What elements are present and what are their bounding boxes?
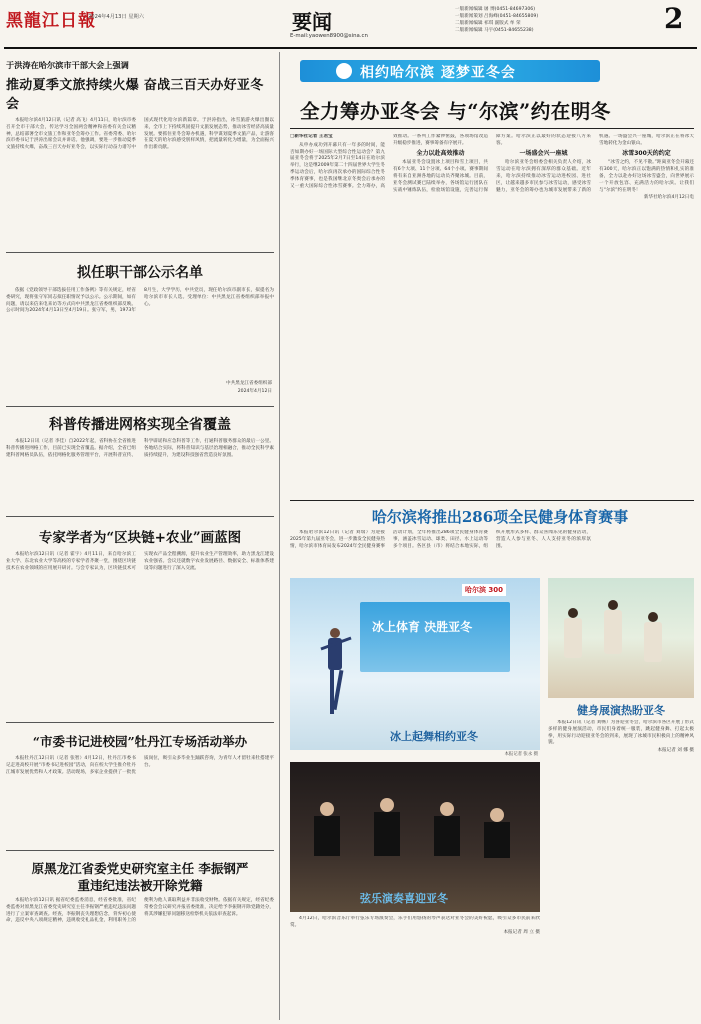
article-fitness-body <box>290 530 694 574</box>
article-discipline <box>6 854 274 1020</box>
article-body <box>6 756 274 842</box>
article-headline: 拟任职干部公示名单 <box>77 265 203 281</box>
banner-icon <box>336 63 352 79</box>
photo-sign: 哈尔滨 300 <box>462 584 506 596</box>
photo-caption: 本报记者 张永 摄 <box>504 752 538 757</box>
article-headline: 专家学者为“区块链+农业”画蓝图 <box>38 530 242 546</box>
divider <box>6 850 274 851</box>
article-body <box>6 552 274 702</box>
article-paragraph: 本报哈尔滨12日讯（记者 刘瑞）为迎接2025年第九届亚冬会，进一步激发全民健身热情，哈尔滨市体育局发布2024年全民健身赛事活动计划，全年将推出286项全民健身体育赛事，涵盖冰雪运动、球类、田径、水上运动等多个项目。各区县（市）将结合本地实际，组织开展形式多样、群众喜闻乐见的健身活动，营造人人参与亚冬、人人支持亚冬的浓厚氛围。 <box>290 530 591 549</box>
article-paragraph: 本报12日讯（记者 李佳）自2022年起，省科协在全省推进科普传播进网格工作，目前已实现全省覆盖。据介绍，全省已组建科普网格员队伍，依托网格化服务管理平台，开展科普宣传、科学辟谣和应急科普等工作，打通科普服务群众的最后一公里。各地结合实际，将科普知识与基层治理相融合，推动全民科学素质持续提升，为建设科技强省营造良好氛围。 <box>6 439 274 458</box>
photo-caption: 本报记者 刘 娜 摄 <box>657 747 694 753</box>
concert-headline: 弦乐演奏喜迎亚冬 <box>360 892 448 905</box>
skater-figure <box>320 628 352 728</box>
photo-concert <box>290 762 540 912</box>
article-headline: 原黑龙江省委党史研究室主任 李振钢严重违纪违法被开除党籍 <box>31 861 249 893</box>
article-subhead: 全力以赴高效推动 <box>416 149 465 157</box>
contact-line: 一版新闻策划 吕海峰(0451-84655809) <box>455 14 539 19</box>
article-main <box>290 134 694 496</box>
photo-skating <box>290 578 540 750</box>
contact-line: 二版新闻编辑 马宇(0451-84655238) <box>455 28 534 33</box>
article-science <box>6 410 274 514</box>
article-blockchain <box>6 520 274 720</box>
theme-banner <box>300 60 600 82</box>
divider <box>6 516 274 517</box>
article-body <box>6 118 274 252</box>
article-body <box>290 134 694 492</box>
issue-date: 2024年4月13日 星期六 <box>88 14 144 20</box>
appoint-org: 中共黑龙江省委组织部 <box>226 381 272 386</box>
fitness-headline: 哈尔滨将推出286项全民健身体育赛事 <box>371 508 629 526</box>
section-title: 要闻 <box>292 10 332 34</box>
article-body <box>6 898 274 1016</box>
article-subhead: 一场盛会兴一座城 <box>519 149 568 157</box>
section-email: E-mail:yaowen8900@sina.cn <box>290 33 368 39</box>
headline-rule <box>290 128 694 129</box>
photo-dance <box>548 578 694 698</box>
appoint-date: 2024年4月12日 <box>237 389 272 394</box>
article-paragraph: 本届亚冬会设置冰上项目和雪上项目，共有6个大项、11个分项、64个小项。赛事期间将有来自亚洲各地的运动员齐聚冰城。目前，亚冬会测试赛已陆续举办，各场馆运行团队在实战中锤炼队伍，检验场馆设施，完善运行保障方案。哈尔滨正以最好的状态迎接八方来客。 <box>393 134 591 193</box>
article-kicker: 于洪涛在哈尔滨市干部大会上强调 <box>6 60 129 70</box>
article-concert-body <box>290 916 540 1006</box>
article-byline: □新华社记者 王君宝 <box>290 134 333 139</box>
article-paragraph: 本报哈尔滨12日讯 据省纪委监委消息，经省委批准，省纪委监委对原黑龙江省委党史研究室主任李振钢严重违纪违法问题进行了立案审查调查。经查，李振钢丧失理想信念，背弃初心使命，违反中央八项规定精神，违规收受礼品礼金，利用职务上的便利为他人谋取利益并非法收受财物。依据有关规定，经省纪委常委会会议研究并报省委批准，决定给予李振钢开除党籍处分，将其涉嫌犯罪问题移送检察机关依法审查起诉。 <box>6 898 274 924</box>
article-paragraph: 本报12日讯（记者 刘畅）为喜迎亚冬会，哈尔滨市各区开展了形式多样的健身展演活动，市民们身着统一服装，跳起健身舞、打起太极拳，用实际行动迎接亚冬会的到来，展现了冰城市民积极向上的精神风貌。 <box>548 720 694 746</box>
article-body <box>290 530 694 572</box>
masthead <box>0 0 701 48</box>
divider <box>6 252 274 253</box>
banner-text: 相约哈尔滨 逐梦亚冬会 <box>360 65 516 81</box>
page-number: 2 <box>664 2 684 35</box>
photo-caption: 本报记者 周 立 摄 <box>503 930 540 936</box>
article-dance-body <box>548 720 694 848</box>
article-headline: “市委书记进校园”牡丹江专场活动举办 <box>32 734 248 749</box>
divider <box>6 722 274 723</box>
article-sign: 新华社哈尔滨4月12日电 <box>643 194 694 200</box>
article-paragraph: 本报哈尔滨4月12日讯（记者 高飞）4月11日，哈尔滨市委召开全市干部大会，传达学习全国两会精神和省委有关会议精神，总结部署全市文旅工作和亚冬会筹办工作。省委常委、哈尔滨市委书记于洪涛出席会议并讲话。他强调，要进一步推动夏季文旅持续火爆，奋战三百天办好亚冬会，以实际行动奋力谱写中国式现代化哈尔滨新篇章。于洪涛指出，冰雪旅游火爆出圈以来，全市上下持续巩固提升文旅发展态势，推动冰雪经济高质量发展。要抓住亚冬会筹办机遇，科学谋划夏季文旅产品，让游客在夏天的哈尔滨感受别样风情，把流量转化为增量，为全面振兴作出新贡献。 <box>6 118 274 151</box>
article-campus <box>6 726 274 848</box>
main-headline: 全力筹办亚冬会 与“尔滨”约在明冬 <box>300 100 611 123</box>
article-paragraph: 本报牡丹江12日讯（记者 张智）4月12日，牡丹江市委书记走进高校开展“市委书记进校园”活动，向在校大学生推介牡丹江城市发展优势和人才政策。活动现场，多家企业提供了一批优质岗位，吸引众多毕业生踊跃咨询，为青年人才留牡来牡搭建平台。 <box>6 756 274 775</box>
article-paragraph: 本报哈尔滨12日讯（记者 霍宇）4月11日，来自哈尔滨工业大学、东北农业大学等高校的专家学者齐聚一堂，围绕区块链技术在农业领域的应用展开研讨。与会专家认为，区块链技术可实现农产品全程溯源，提升农业生产管理效率，助力黑龙江建设农业强省。会议还就数字农业发展路径、数据安全、标准体系建设等问题进行了深入交流。 <box>6 552 274 571</box>
article-paragraph: 4月12日，哈尔滨音乐厅举行弦乐专场演奏会，乐手们用悠扬的琴声表达对亚冬会的美好祝愿，吸引众多市民前来欣赏。 <box>290 916 540 928</box>
paper-name: 黑龍江日報 <box>6 11 96 31</box>
masthead-rule <box>4 47 697 49</box>
column-divider <box>279 52 280 1020</box>
article-headline: 科普传播进网格实现全省覆盖 <box>49 417 231 433</box>
article-body <box>6 439 274 511</box>
contact-line: 二版新闻编辑 祁琪 副版式 牟 荣 <box>455 21 521 26</box>
article-body <box>6 288 274 388</box>
article-headline: 推动夏季文旅持续火爆 奋战三百天办好亚冬会 <box>6 78 264 112</box>
article-paragraph: 哈尔滨亚冬会组委会相关负责人介绍，冰雪运动在哈尔滨拥有深厚的群众基础。近年来，哈尔滨持续推动冰雪运动进校园、进社区，让越来越多市民参与冰雪运动，感受冰雪魅力，亚冬会的筹办也为城市发展带来了新的机遇。一场盛会兴一座城，哈尔滨正在将冰天雪地转化为金山银山。 <box>496 134 694 193</box>
billboard-text: 冰上体育 决胜亚冬 <box>372 620 473 634</box>
article-rally <box>6 52 274 252</box>
article-appointment <box>6 256 274 404</box>
contact-block <box>455 6 660 34</box>
dance-headline: 健身展演热盼亚冬 <box>577 704 665 717</box>
article-paragraph: 从申办成功到开幕只有一年多的时间，能否如期办好一场国际大型综合性运动会？第九届亚冬会将于2025年2月7日至14日在哈尔滨举行，这是继2009年第二十四届世界大学生冬季运动会后，哈尔滨再次承办的国际综合性冬季体育赛事，也是我国继北京冬奥会后承办的又一重大国际综合性冰雪赛事。全力筹办，高效推动。一系列工作紧锣密鼓，各项场馆改造升级稳步推进，赛事筹备有序展开。 <box>290 134 488 189</box>
photo-caption-title: 冰上起舞相约亚冬 <box>390 730 478 743</box>
divider <box>6 406 274 407</box>
article-paragraph: “冰雪之约，不见不散。”距离亚冬会开幕还有300天，哈尔滨正以饱满的热情和扎实的准备，全力以赴办好这场冰雪盛会，向世界展示一个开放包容、充满活力的哈尔滨。让我们与“尔滨”约在明冬！ <box>599 160 694 193</box>
article-paragraph: 依据《党政领导干部选拔任用工作条例》等有关规定，经省委研究，现将张守军同志拟任职情况予以公示。公示期间，如有问题，请以来信来电来访等方式向中共黑龙江省委组织部反映。公示时间为2024年4月13日至4月19日。张守军，男，1973年8月生，大学学历，中共党员，现任哈尔滨市副市长，拟提名为哈尔滨市市长人选。受理单位：中共黑龙江省委组织部举报中心。 <box>6 288 274 314</box>
contact-line: 一版新闻编辑 屠 博(0451-84697306) <box>455 7 535 12</box>
article-subhead: 冰雪300天的约定 <box>622 149 671 157</box>
divider <box>290 500 694 501</box>
photo-billboard <box>360 602 510 672</box>
